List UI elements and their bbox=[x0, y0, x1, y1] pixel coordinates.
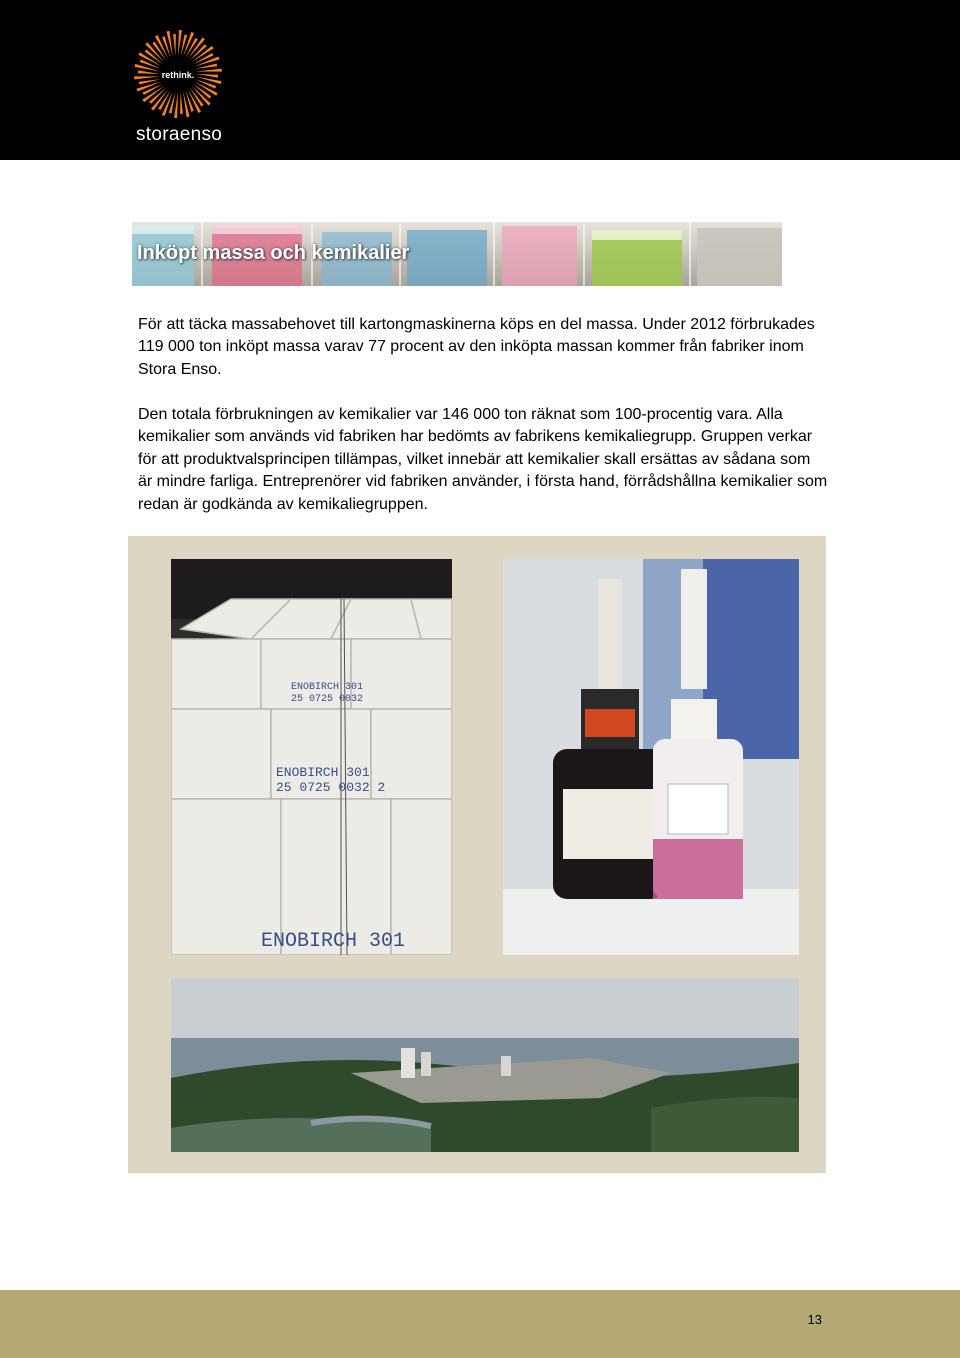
bale-stamp-3: ENOBIRCH 301 bbox=[261, 930, 406, 953]
bale-stamp-2-sub: 25 0725 0032 2 bbox=[276, 780, 386, 795]
sun-ray bbox=[196, 69, 222, 72]
sun-ray bbox=[196, 77, 222, 85]
lab-bottles-photo bbox=[503, 559, 799, 955]
sun-ray bbox=[135, 64, 161, 72]
page-number: 13 bbox=[807, 1312, 822, 1327]
sun-ray bbox=[173, 34, 176, 56]
photo-collage bbox=[128, 536, 826, 1173]
sun-ray bbox=[169, 92, 176, 114]
page-header bbox=[0, 0, 960, 160]
bale-stamp-1: ENOBIRCH 301 bbox=[291, 682, 364, 693]
section-banner bbox=[132, 222, 782, 286]
sun-ray bbox=[195, 64, 217, 69]
sun-ray bbox=[180, 92, 183, 114]
sun-ray bbox=[139, 79, 161, 84]
stora-enso-wordmark: storaenso bbox=[136, 124, 223, 145]
sun-ray bbox=[181, 35, 188, 57]
sun-ray bbox=[166, 31, 172, 57]
pulp-bales-photo bbox=[171, 559, 452, 955]
paragraph-pulp: För att täcka massabehovet till kartongmaskinerna köps en del massa. Under 2012 förbrukades 119 000 ton inköpt massa varav 77 procent av den inköpta massan kommer från fabriker inom Stora Enso. bbox=[138, 316, 815, 378]
sun-ray bbox=[134, 76, 160, 79]
section-title: Inköpt massa och kemikalier bbox=[137, 242, 410, 264]
page-footer bbox=[0, 1290, 960, 1358]
bale-stamp-1-sub: 25 0725 0032 bbox=[291, 694, 364, 705]
sun-ray bbox=[138, 70, 160, 74]
sun-ray bbox=[196, 74, 218, 78]
paragraph-chemicals: Den totala förbrukningen av kemikalier var 146 000 ton räknat som 100-procentig vara. Alla kemikalier som används vid fabriken har bedömts av fabrikens kemikaliegrupp. Gruppen verkar för att produktvalsprincipen tillämpas, vilket innebär att kemikalier skall ersättas av sådana som är mindre farliga. Entreprenörer vid fabriken använder, i första hand, förrådshållna kemikalier som redan är godkända av kemikaliegruppen. bbox=[138, 406, 828, 513]
logo-rethink-text: rethink. bbox=[161, 70, 195, 80]
mill-aerial-photo bbox=[171, 978, 799, 1152]
sun-ray bbox=[183, 91, 189, 117]
bale-stamp-2: ENOBIRCH 301 bbox=[276, 765, 370, 780]
